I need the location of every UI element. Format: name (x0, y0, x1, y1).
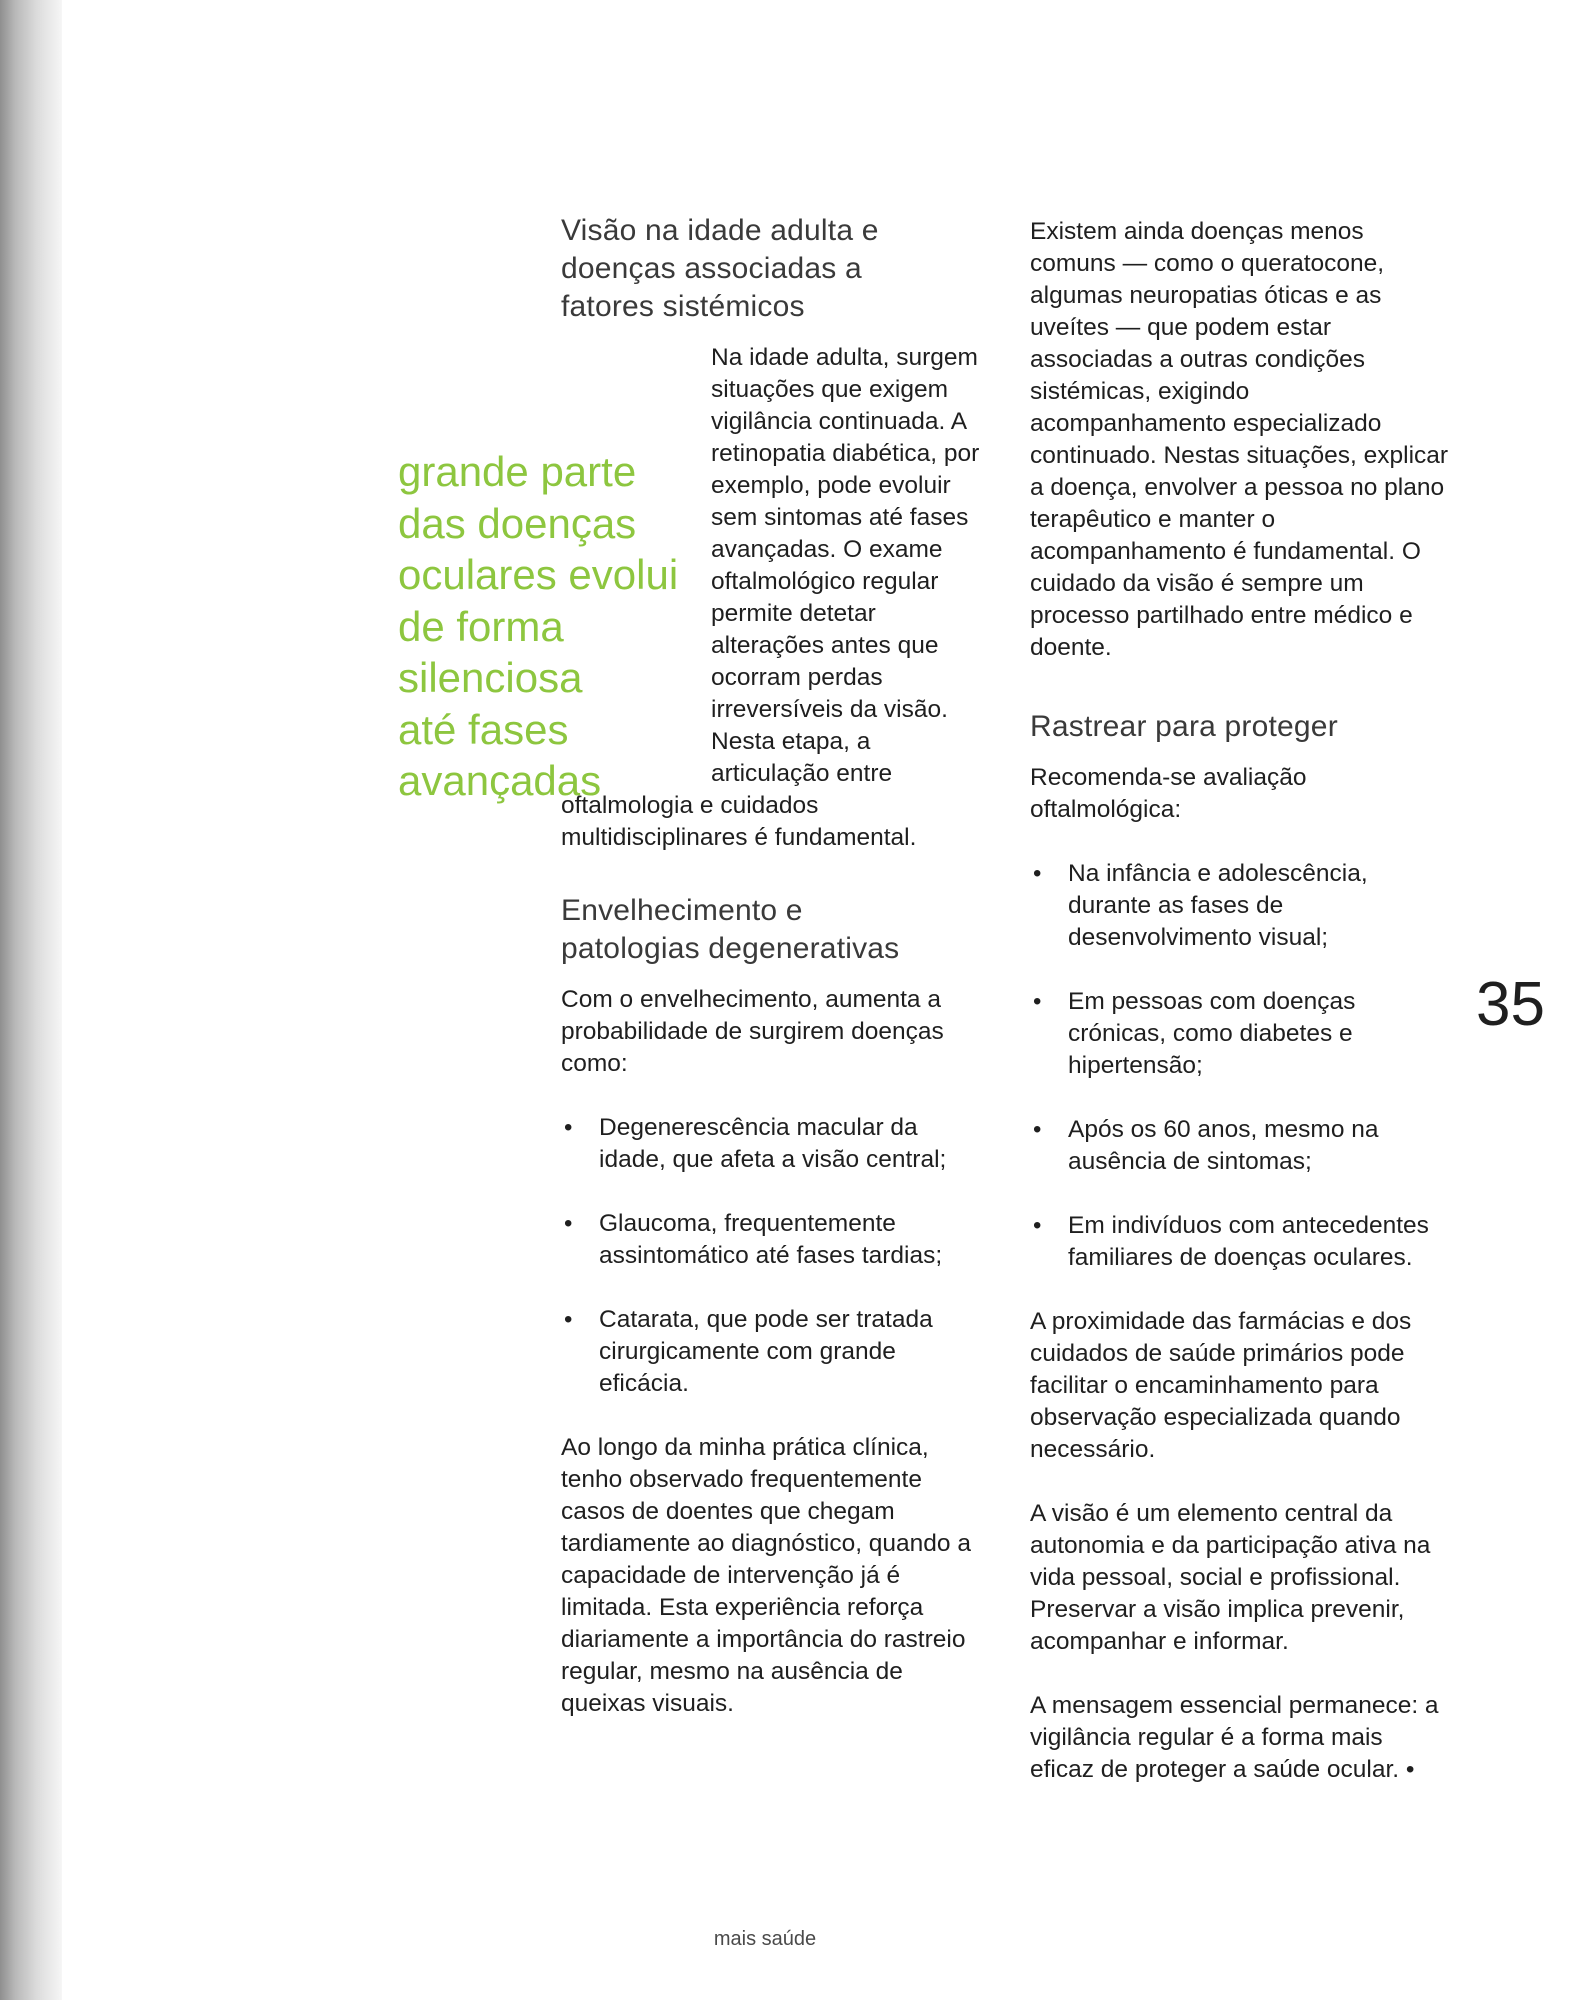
list-item: • Catarata, que pode ser tratada cirurgicamente com grande eficácia. (564, 1306, 933, 1397)
footer-publication-name: mais saúde (713, 1928, 817, 1950)
adult-vision-paragraph: Na idade adulta, surgem situações que exigem vigilância continuada. A retinopatia diabética, por exemplo, pode evoluir sem sintomas até fases avançadas. O exame oftalmológico regular permite detetar alterações antes que ocorram perdas irreversíveis da visão. Nesta etapa, a articulação entre oftalmologia e cuidados multidisciplinares é fundamental. (561, 344, 980, 851)
list-item: • Degenerescência macular da idade, que afeta a visão central; (564, 1114, 947, 1173)
less-common-diseases-paragraph: Existem ainda doenças menos comuns — como o queratocone, algumas neuropatias óticas e as uveítes — que podem estar associadas a outras condições sistémicas, exigindo acompanhamento especializado continuado. Nestas situações, explicar a doença, envolver a pessoa no plano terapêutico e manter o acompanhamento é fundamental. O cuidado da visão é sempre um processo partilhado entre médico e doente. (1030, 218, 1449, 661)
pull-quote-line: de forma (398, 602, 564, 650)
list-item: • Na infância e adolescência, durante as fases de desenvolvimento visual; (1033, 860, 1368, 951)
screening-intro: Recomenda-se avaliação oftalmológica: (1030, 764, 1307, 823)
aging-intro: Com o envelhecimento, aumenta a probabilidade de surgirem doenças como: (561, 986, 944, 1077)
pull-quote-spacer (561, 406, 711, 778)
bullet-icon: • (1033, 1212, 1042, 1239)
pull-quote-line: silenciosa (398, 654, 583, 701)
bullet-icon: • (564, 1306, 573, 1333)
pull-quote-line: avançadas (398, 757, 602, 804)
bullet-icon: • (1033, 1116, 1042, 1143)
clinical-practice-paragraph: Ao longo da minha prática clínica, tenho observado frequentemente casos de doentes que chegam tardiamente ao diagnóstico, quando a capacidade de intervenção já é limitada. Esta experiência reforça diariamente a importância do rastreio regular, mesmo na ausência de queixas visuais. (561, 1434, 971, 1717)
page-binding-shadow (0, 0, 62, 2000)
pull-quote-line: oculares evolui (398, 551, 679, 598)
section-heading-screening: Rastrear para proteger (1030, 710, 1338, 743)
left-column (561, 212, 981, 1720)
bullet-icon: • (564, 1210, 573, 1237)
list-item: • Em pessoas com doenças crónicas, como diabetes e hipertensão; (1033, 988, 1356, 1079)
aging-disease-list (561, 1112, 981, 1400)
vision-autonomy-paragraph: A visão é um elemento central da autonomia e da participação ativa na vida pessoal, social e profissional. Preservar a visão implica prevenir, acompanhar e informar. (1030, 1500, 1431, 1655)
bullet-icon: • (1033, 860, 1042, 887)
pull-quote-line: das doenças (398, 499, 637, 547)
bullet-icon: • (564, 1114, 573, 1141)
list-item: • Em indivíduos com antecedentes familiares de doenças oculares. (1033, 1212, 1429, 1271)
list-item: • Após os 60 anos, mesmo na ausência de sintomas; (1033, 1116, 1379, 1175)
list-item: • Glaucoma, frequentemente assintomático até fases tardias; (564, 1210, 943, 1269)
section-heading-aging: Envelhecimento e patologias degenerativas (561, 894, 900, 965)
bullet-icon: • (1033, 988, 1042, 1015)
essential-message-paragraph: A mensagem essencial permanece: a vigilância regular é a forma mais eficaz de proteger a saúde ocular. • (1030, 1692, 1439, 1783)
screening-recommendation-list (1030, 858, 1450, 1274)
section-heading-adult-vision: Visão na idade adulta e doenças associadas a fatores sistémicos (561, 214, 879, 323)
page-number: 35 (1476, 970, 1545, 1039)
right-column (1030, 216, 1450, 1786)
pull-quote-line: grande parte (398, 448, 637, 495)
adult-vision-paragraph-wrap (561, 342, 981, 854)
pharmacy-proximity-paragraph: A proximidade das farmácias e dos cuidados de saúde primários pode facilitar o encaminhamento para observação especializada quando necessário. (1030, 1308, 1412, 1463)
pull-quote-line: até fases (398, 705, 569, 753)
